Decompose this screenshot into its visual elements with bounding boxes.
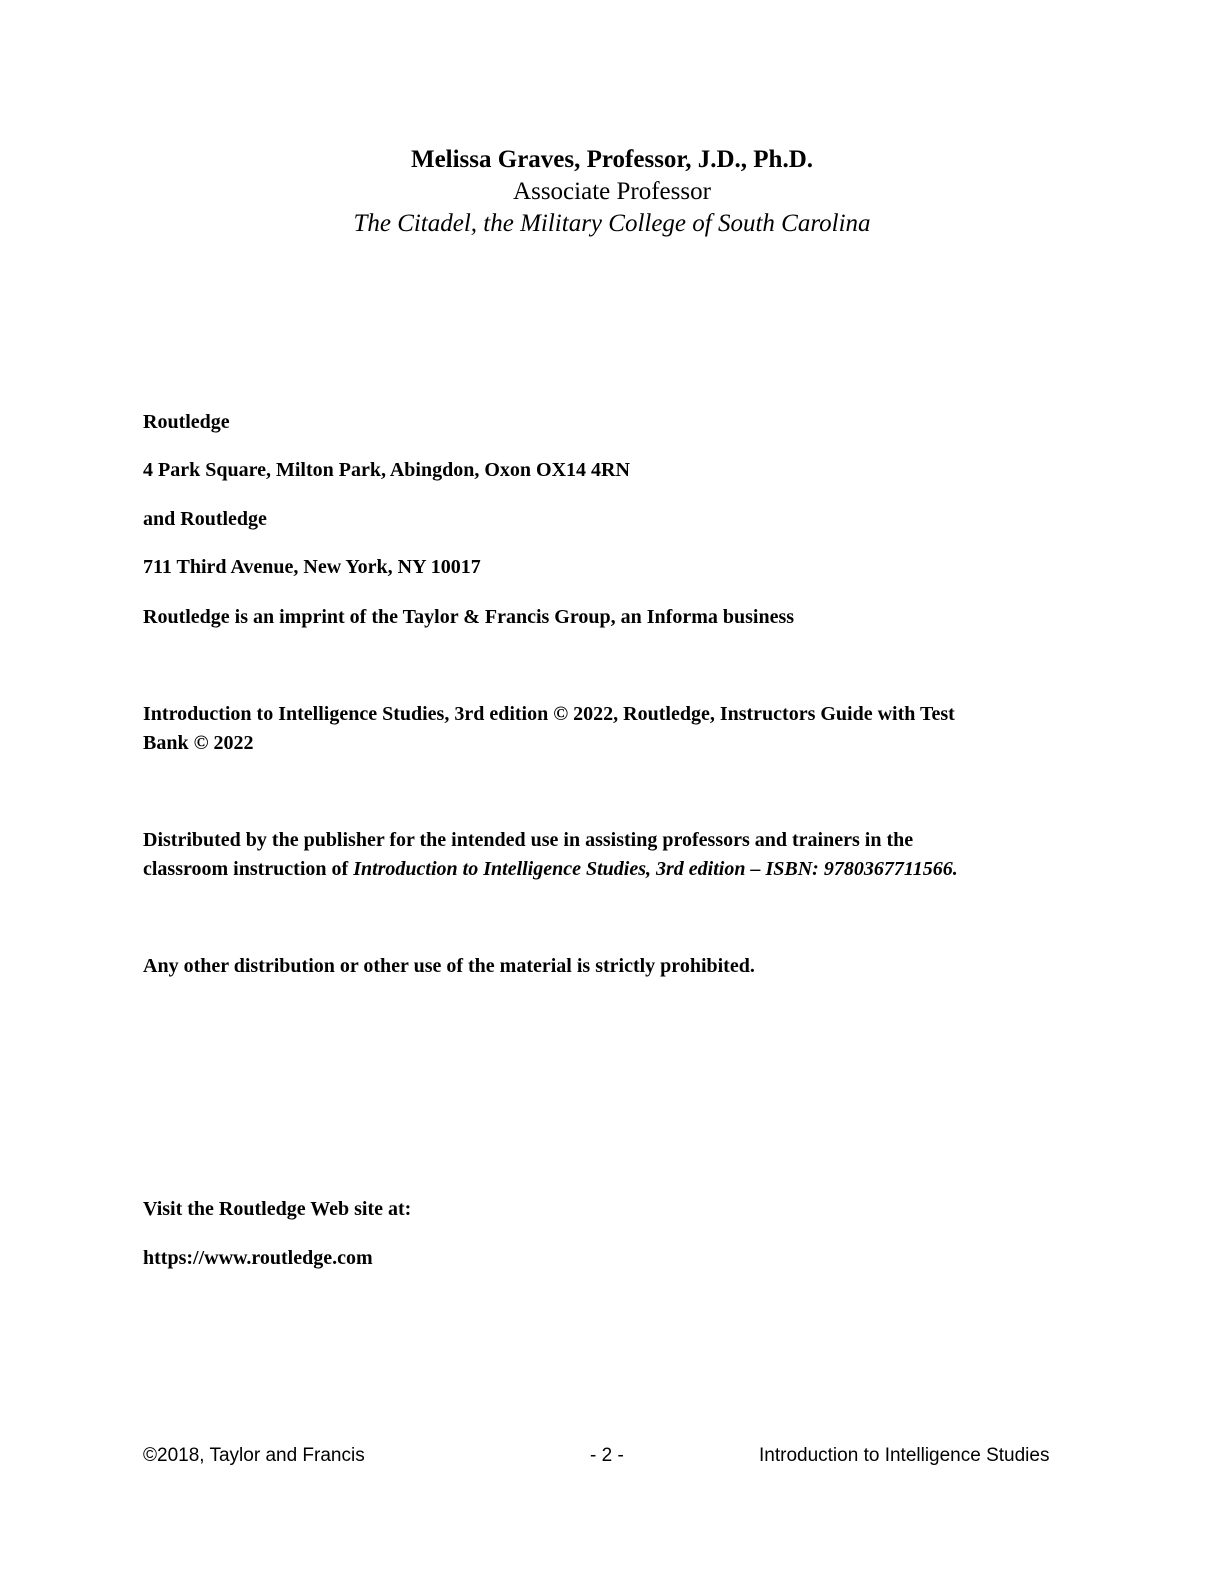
- copyright-line-2: Bank © 2022: [143, 732, 254, 754]
- distribution-line-2: [143, 855, 1083, 883]
- prohibition-notice: Any other distribution or other use of the material is strictly prohibited.: [143, 955, 755, 977]
- author-name: Melissa Graves, Professor, J.D., Ph.D.: [410, 146, 814, 173]
- distribution-prefix: classroom instruction of: [143, 858, 354, 880]
- publisher-address-uk: 4 Park Square, Milton Park, Abingdon, Oxon OX14 4RN: [143, 459, 630, 481]
- page-number: - 2 -: [590, 1445, 624, 1466]
- author-position: Associate Professor: [513, 178, 711, 205]
- publisher-address-us: 711 Third Avenue, New York, NY 10017: [143, 556, 481, 578]
- publisher-name-second: and Routledge: [143, 508, 267, 530]
- website-label: Visit the Routledge Web site at:: [143, 1198, 412, 1220]
- publisher-imprint: Routledge is an imprint of the Taylor & Francis Group, an Informa business: [143, 606, 795, 628]
- publisher-name: Routledge: [143, 411, 230, 433]
- website-url[interactable]: https://www.routledge.com: [143, 1247, 373, 1269]
- author-affiliation: The Citadel, the Military College of South Carolina: [353, 210, 871, 237]
- footer-book-title: Introduction to Intelligence Studies: [759, 1445, 1050, 1466]
- footer-copyright: ©2018, Taylor and Francis: [143, 1445, 365, 1466]
- book-title-isbn: Introduction to Intelligence Studies, 3rd edition – ISBN: 9780367711566.: [353, 858, 958, 880]
- copyright-line-1: Introduction to Intelligence Studies, 3rd edition © 2022, Routledge, Instructors Guide with Test: [143, 703, 955, 725]
- distribution-line-1: Distributed by the publisher for the intended use in assisting professors and trainers in the: [143, 829, 914, 851]
